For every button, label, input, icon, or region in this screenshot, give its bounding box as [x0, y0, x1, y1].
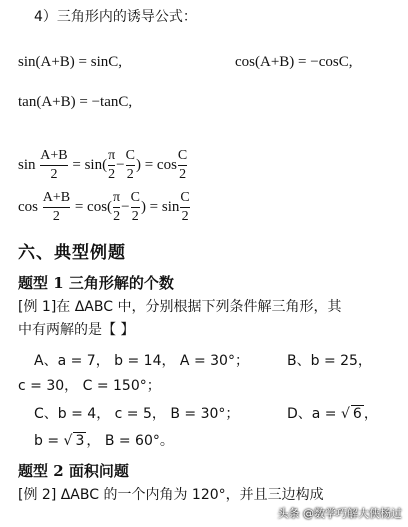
option-d-cont: b = √ 3 ， B = 60°。: [34, 433, 174, 449]
formula-tan: tan(A+B) = −tanC,: [18, 94, 133, 110]
watermark: 头条 @数学巧解大侠杨过: [277, 507, 402, 520]
option-c: C、b = 4， c = 5， B = 30°；: [34, 406, 240, 422]
type2-title: 题型 2 面积问题: [18, 462, 129, 480]
formula-sin: sin(A+B) = sinC,: [18, 54, 123, 70]
type1-title: 题型 1 三角形解的个数: [18, 274, 174, 292]
option-b: B、b = 25，: [287, 353, 372, 369]
formula-cos: cos(A+B) = −cosC,: [235, 54, 353, 70]
formula-half-cos: cos $\frac{A+B}{2}$ = cos( $\frac{\pi}{2}$ − $\frac{C}{2}$ ) = sin $\frac{C}{2}$: [18, 190, 190, 224]
sqrt-3: 3: [75, 433, 85, 449]
example1-line1: [例 1]在 ΔABC 中，分别根据下列条件解三角形，其: [18, 299, 342, 315]
section6-title: 六、典型例题: [18, 243, 126, 263]
option-a: A、a = 7， b = 14， A = 30°；: [34, 353, 249, 369]
option-b-cont: c = 30， C = 150°；: [18, 378, 161, 394]
example2-line1: [例 2] ΔABC 的一个内角为 120°，并且三边构成: [18, 487, 324, 503]
formula-half-sin: sin $\frac{A+B}{2}$ = sin( $\frac{\pi}{2}$ − $\frac{C}{2}$ ) = cos $\frac{C}{2}$: [18, 148, 188, 182]
sqrt-6: 6: [352, 406, 362, 422]
example1-line2: 中有两解的是【 】: [18, 322, 135, 338]
section4-title: 4）三角形内的诱导公式：: [34, 9, 197, 25]
option-d: D、a = √ 6 ，: [287, 406, 378, 422]
